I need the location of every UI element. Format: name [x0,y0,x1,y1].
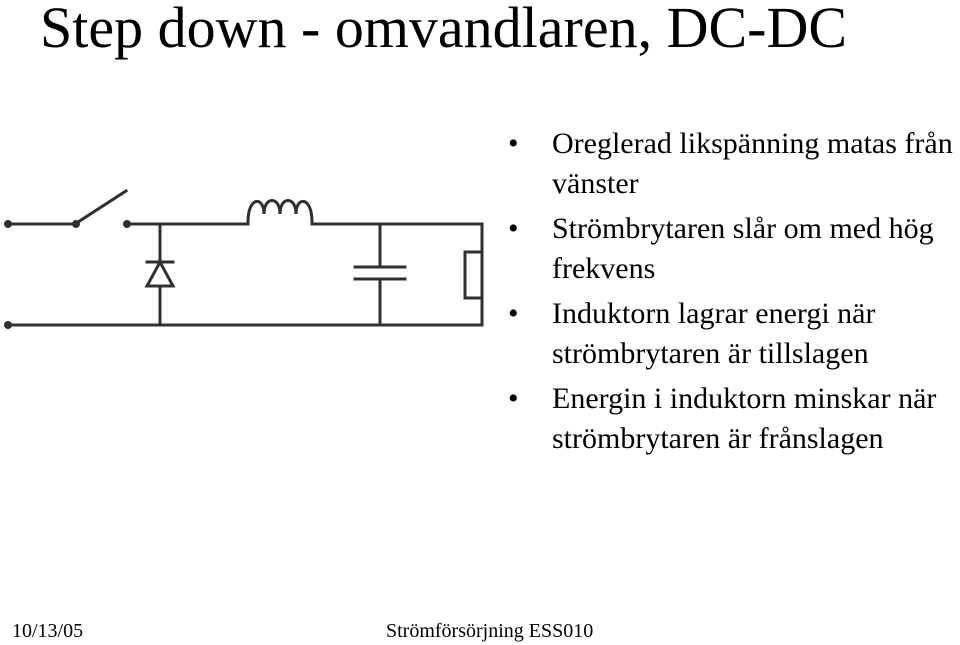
bullet-text: Strömbrytaren slår om med hög frekvens [552,212,934,285]
bullet-text: Energin i induktorn minskar när strömbrytaren är frånslagen [552,382,937,455]
inductor-symbol [248,201,312,223]
input-terminal-bottom [4,321,12,329]
bullet-dot-icon: • [508,127,519,160]
bullet-item [507,124,957,204]
buck-converter-circuit-diagram [0,180,500,340]
bullet-item [507,379,957,459]
input-terminal-top [4,220,12,228]
bullet-dot-icon: • [508,212,519,245]
bullet-item [507,294,957,374]
bullet-dot-icon: • [508,382,519,415]
slide-title: Step down - omvandlaren, DC-DC [40,0,848,60]
footer-date: 10/13/05 [12,620,84,642]
diode-triangle [147,262,173,286]
switch-contact-left [72,220,80,228]
switch-contact-right [123,220,131,228]
resistor-body [465,252,482,298]
footer-course-name: Strömförsörjning ESS010 [386,620,594,642]
bullet-text: Oreglerad likspänning matas från vänster [552,127,953,200]
bullet-item [507,209,957,289]
bullet-text: Induktorn lagrar energi när strömbrytaren är tillslagen [552,297,876,370]
bullet-list [507,124,957,464]
bullet-dot-icon: • [508,297,519,330]
switch-blade [78,191,126,222]
